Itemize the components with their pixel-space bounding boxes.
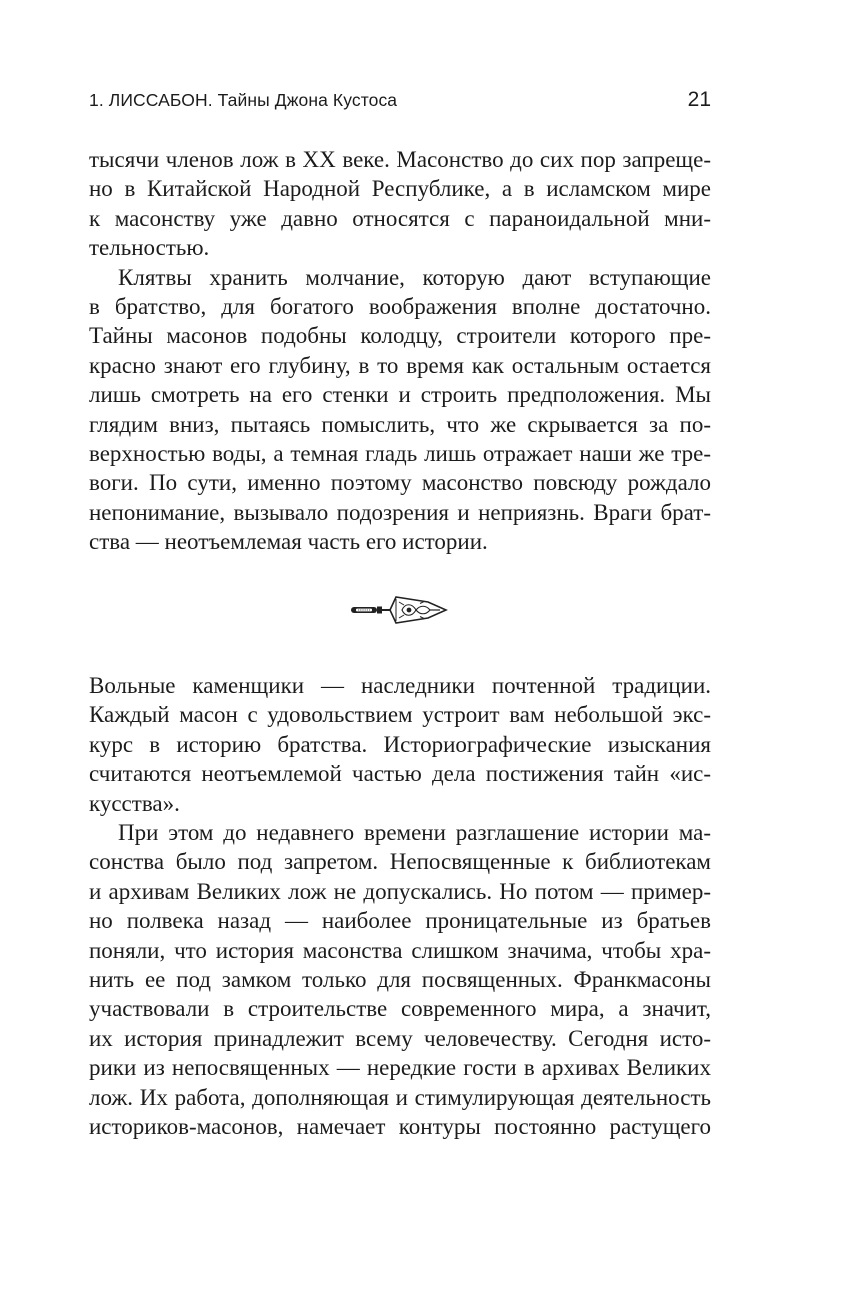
text-line: верхностью воды, а темная гладь лишь отражает наши же тре-: [89, 441, 711, 467]
text-line: тельностью.: [89, 235, 210, 261]
text-line: участвовали в строительстве современного мира, а значит,: [89, 996, 711, 1022]
text-line: рики из непосвященных — нередкие гости в архивах Великих: [89, 1055, 711, 1081]
text-line: курс в историю братства. Историографические изыскания: [89, 731, 711, 757]
text-line: ства — неотъемлемая часть его истории.: [89, 529, 488, 555]
paragraph: [89, 671, 711, 818]
chapter-running-title: 1. ЛИССАБОН. Тайны Джона Кустоса: [89, 90, 398, 110]
masonic-trowel-icon: [350, 590, 448, 630]
text-line: воги. По сути, именно поэтому масонство повсюду рождало: [89, 470, 711, 496]
text-line: глядим вниз, пытаясь помыслить, что же скрывается за по-: [89, 411, 711, 437]
text-line: поняли, что история масонства слишком значима, чтобы хра-: [89, 937, 711, 963]
text-block-bottom: [89, 671, 711, 1142]
running-header: [89, 88, 711, 116]
text-line: Каждый масон с удовольствием устроит вам небольшой экс-: [89, 702, 711, 728]
text-line: их история принадлежит всему человечеству. Сегодня исто-: [89, 1025, 711, 1051]
text-line: нить ее под замком только для посвященных. Франкмасоны: [89, 967, 711, 993]
text-line: и архивам Великих лож не допускались. Но потом — пример-: [89, 878, 711, 904]
text-line: но полвека назад — наиболее проницательные из братьев: [89, 908, 711, 934]
paragraph: [89, 818, 711, 1141]
text-line: кусства».: [89, 790, 180, 816]
text-line: Клятвы хранить молчание, которую дают вступающие: [118, 264, 711, 290]
text-line: непонимание, вызывало подозрения и неприязнь. Враги брат-: [89, 499, 711, 525]
text-line: Вольные каменщики — наследники почтенной традиции.: [89, 673, 711, 698]
text-line: Тайны масонов подобны колодцу, строители которого пре-: [89, 323, 711, 349]
text-line: в братство, для богатого воображения вполне достаточно.: [89, 294, 711, 320]
text-line: При этом до недавнего времени разглашение истории ма-: [118, 820, 711, 846]
page-number: 21: [687, 88, 711, 111]
text-line: но в Китайской Народной Республике, а в исламском мире: [89, 176, 711, 202]
text-line: историков-масонов, намечает контуры постоянно растущего: [89, 1114, 711, 1140]
text-line: к масонству уже давно относятся с параноидальной мни-: [89, 205, 711, 231]
text-block-top: [89, 145, 711, 557]
paragraph: [89, 145, 711, 263]
text-line: тысячи членов лож в XX веке. Масонство до сих пор запреще-: [89, 147, 711, 172]
paragraph: [89, 263, 711, 557]
text-line: лишь смотреть на его стенки и строить предположения. Мы: [89, 382, 711, 408]
text-line: красно знают его глубину, в то время как остальным остается: [89, 352, 711, 378]
text-line: сонства было под запретом. Непосвященные к библиотекам: [89, 849, 711, 875]
text-line: считаются неотъемлемой частью дела постижения тайн «ис-: [89, 761, 711, 787]
text-line: лож. Их работа, дополняющая и стимулирующая деятельность: [89, 1084, 711, 1110]
